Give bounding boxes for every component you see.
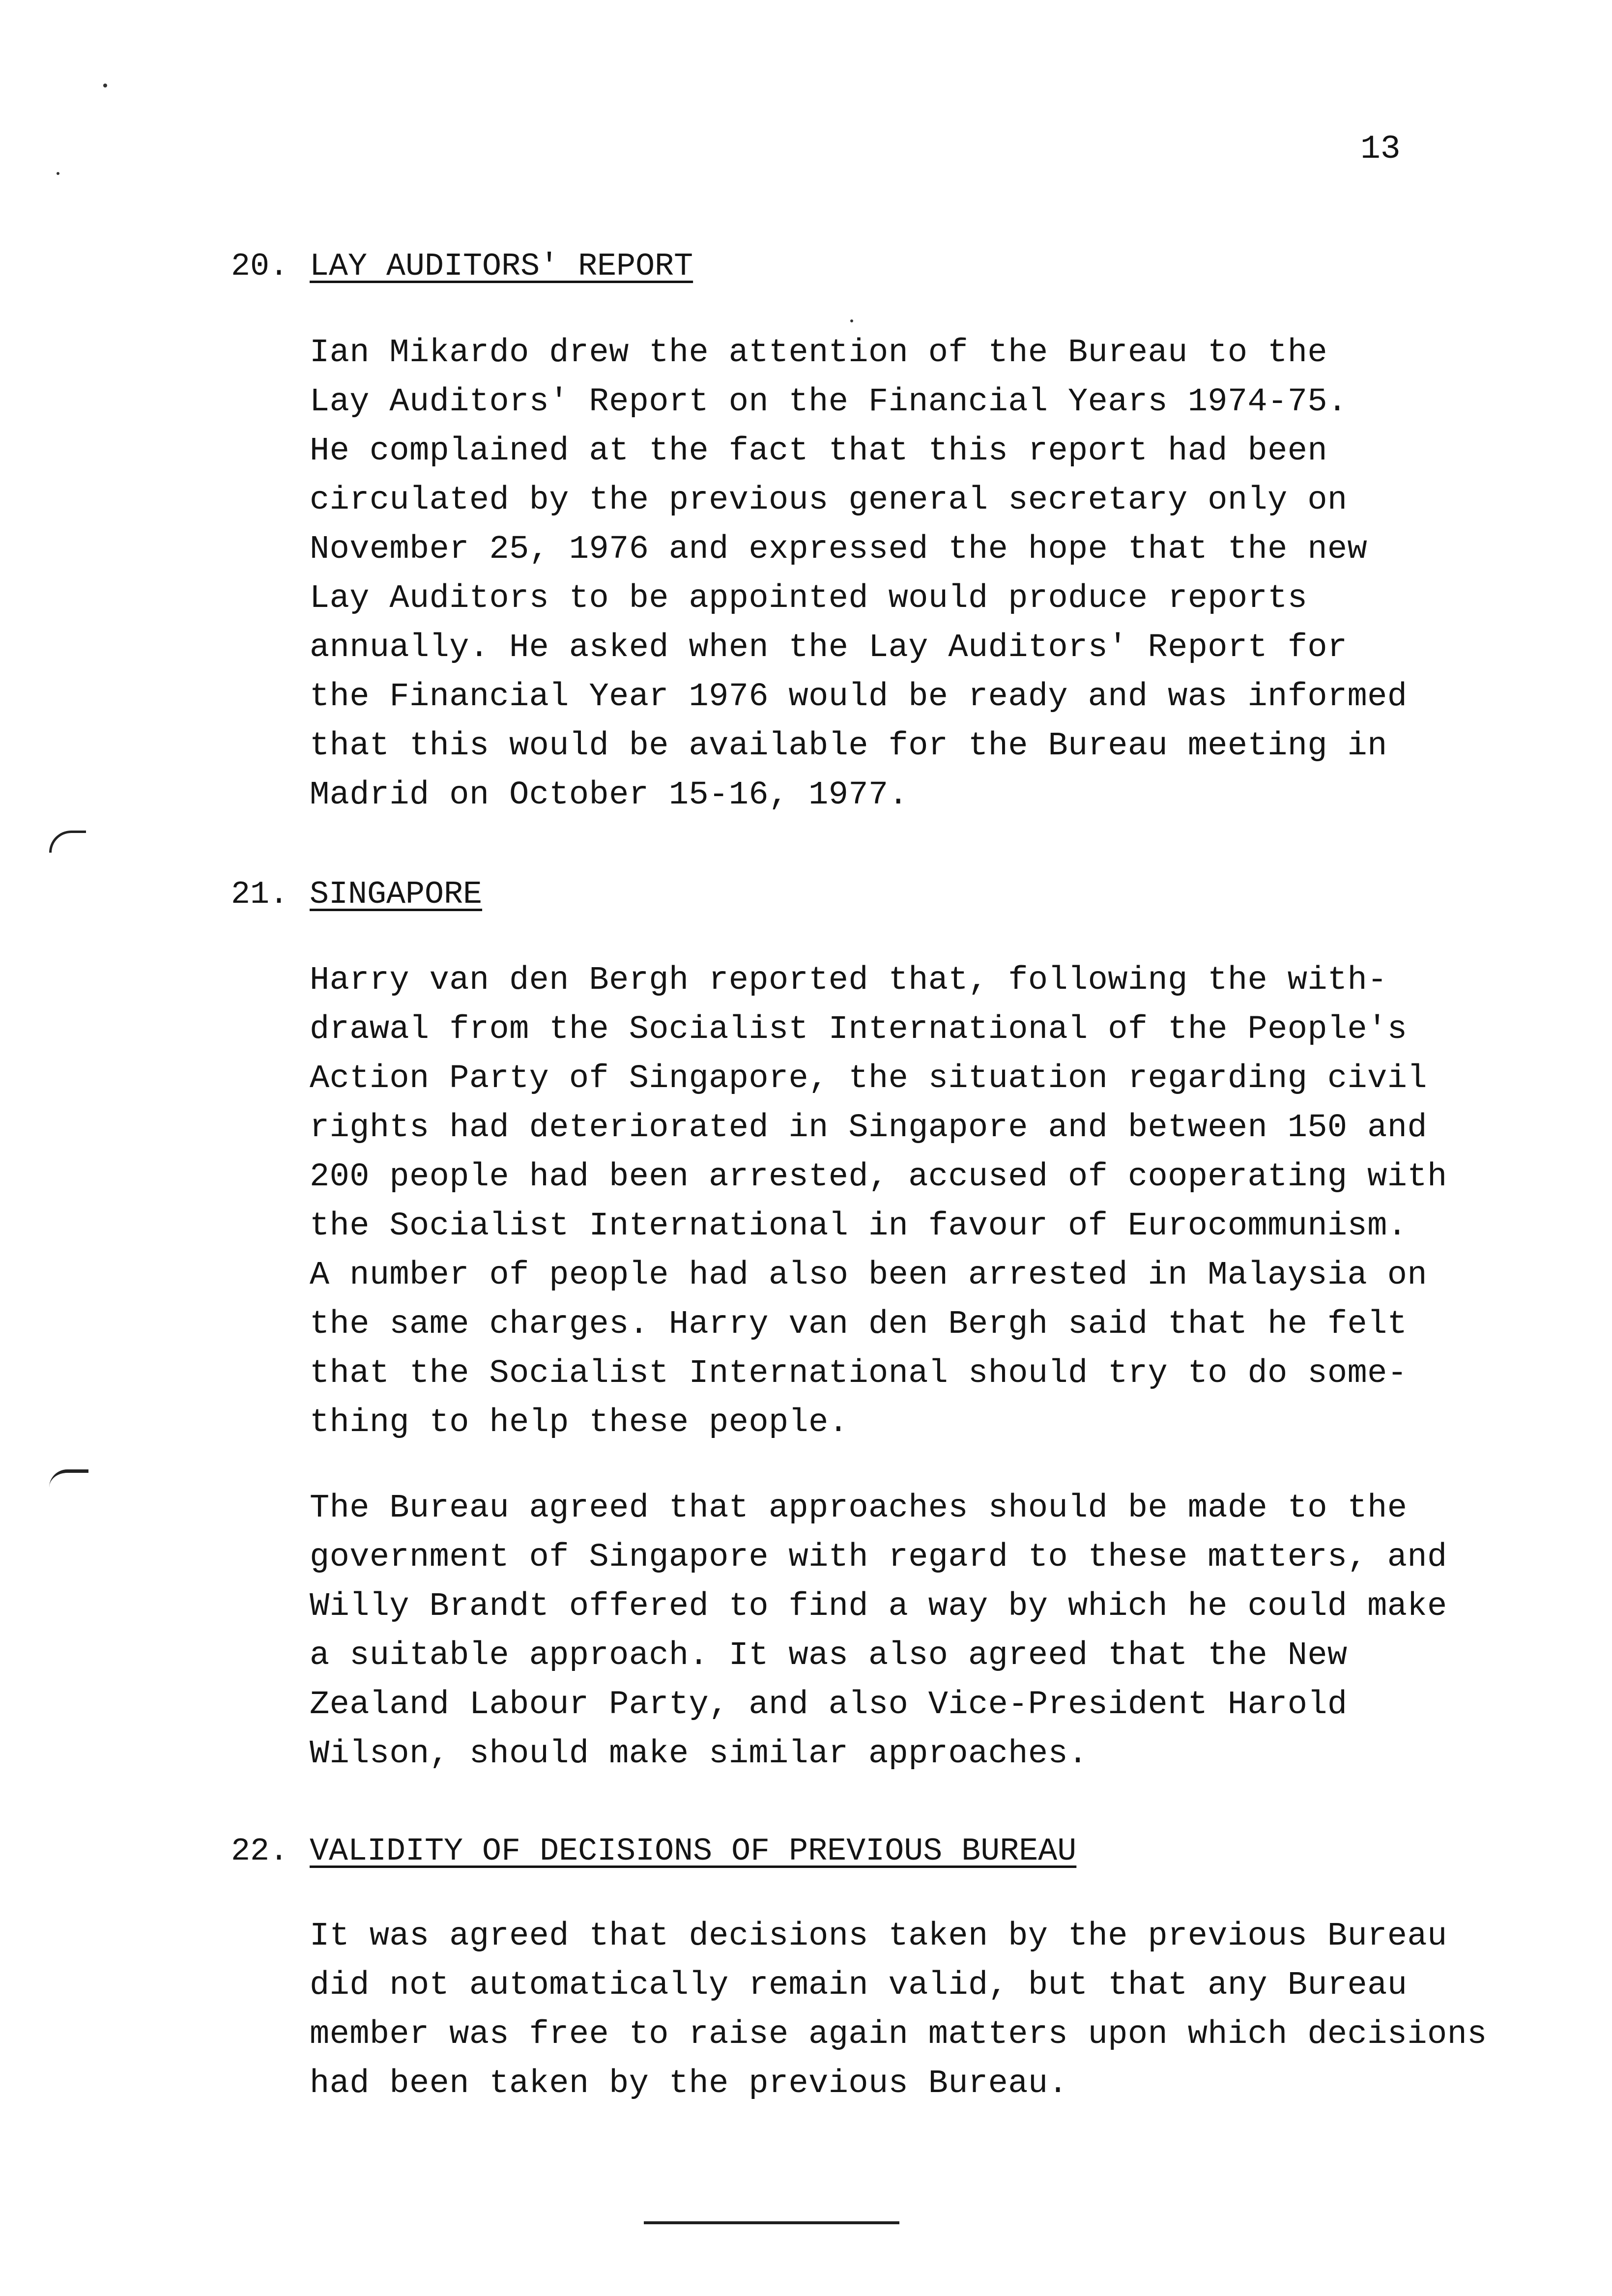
scan-speck	[850, 319, 853, 322]
text-line: member was free to raise again matters upon which decisions	[310, 2016, 1487, 2053]
section-heading-20	[231, 248, 693, 285]
section-heading-22	[231, 1833, 1077, 1869]
text-line: Wilson, should make similar approaches.	[310, 1735, 1088, 1773]
section-heading-21	[231, 876, 483, 913]
scan-speck	[103, 84, 107, 87]
text-line: that the Socialist International should try to do some-	[310, 1355, 1408, 1392]
text-line: annually. He asked when the Lay Auditors' Report for	[310, 629, 1348, 666]
text-line: the Socialist International in favour of Eurocommunism.	[310, 1207, 1408, 1245]
section-number: 22.	[231, 1833, 289, 1869]
text-line: that this would be available for the Bureau meeting in	[310, 727, 1387, 765]
text-line: Lay Auditors to be appointed would produce reports	[310, 580, 1308, 617]
text-line: rights had deteriorated in Singapore and between 150 and	[310, 1109, 1427, 1147]
page-number: 13	[1360, 130, 1401, 168]
section-number: 21.	[231, 876, 289, 913]
section-21-paragraph-1	[310, 956, 1489, 1447]
text-line: Harry van den Bergh reported that, following the with-	[310, 962, 1387, 999]
text-line: circulated by the previous general secretary only on	[310, 482, 1348, 519]
margin-mark	[49, 831, 86, 853]
section-title: SINGAPORE	[310, 876, 483, 913]
text-line: had been taken by the previous Bureau.	[310, 2065, 1068, 2102]
text-line: It was agreed that decisions taken by the previous Bureau	[310, 1918, 1447, 1955]
end-rule	[644, 2221, 899, 2224]
section-number: 20.	[231, 248, 289, 285]
text-line: Lay Auditors' Report on the Financial Years 1974-75.	[310, 383, 1348, 421]
text-line: drawal from the Socialist International of the People's	[310, 1011, 1408, 1048]
text-line: 200 people had been arrested, accused of cooperating with	[310, 1158, 1447, 1196]
text-line: He complained at the fact that this report had been	[310, 432, 1327, 470]
text-line: Willy Brandt offered to find a way by which he could make	[310, 1588, 1447, 1625]
section-22-paragraph-1	[310, 1912, 1489, 2108]
text-line: Zealand Labour Party, and also Vice-President Harold	[310, 1686, 1348, 1723]
section-title: VALIDITY OF DECISIONS OF PREVIOUS BUREAU	[310, 1833, 1077, 1869]
margin-mark	[49, 1469, 88, 1488]
text-line: did not automatically remain valid, but that any Bureau	[310, 1967, 1408, 2004]
text-line: government of Singapore with regard to these matters, and	[310, 1539, 1447, 1576]
text-line: Action Party of Singapore, the situation regarding civil	[310, 1060, 1427, 1097]
text-line: Ian Mikardo drew the attention of the Bureau to the	[310, 334, 1327, 372]
scan-speck	[57, 172, 59, 175]
text-line: the same charges. Harry van den Bergh said that he felt	[310, 1306, 1408, 1343]
text-line: the Financial Year 1976 would be ready and was informed	[310, 678, 1408, 716]
text-line: thing to help these people.	[310, 1404, 849, 1441]
text-line: A number of people had also been arrested in Malaysia on	[310, 1257, 1427, 1294]
section-21-paragraph-2	[310, 1484, 1489, 1779]
text-line: Madrid on October 15-16, 1977.	[310, 776, 909, 814]
text-line: November 25, 1976 and expressed the hope that the new	[310, 531, 1368, 568]
text-line: The Bureau agreed that approaches should be made to the	[310, 1490, 1408, 1527]
section-20-paragraph-1	[310, 328, 1489, 820]
section-title: LAY AUDITORS' REPORT	[310, 248, 693, 285]
text-line: a suitable approach. It was also agreed that the New	[310, 1637, 1348, 1674]
